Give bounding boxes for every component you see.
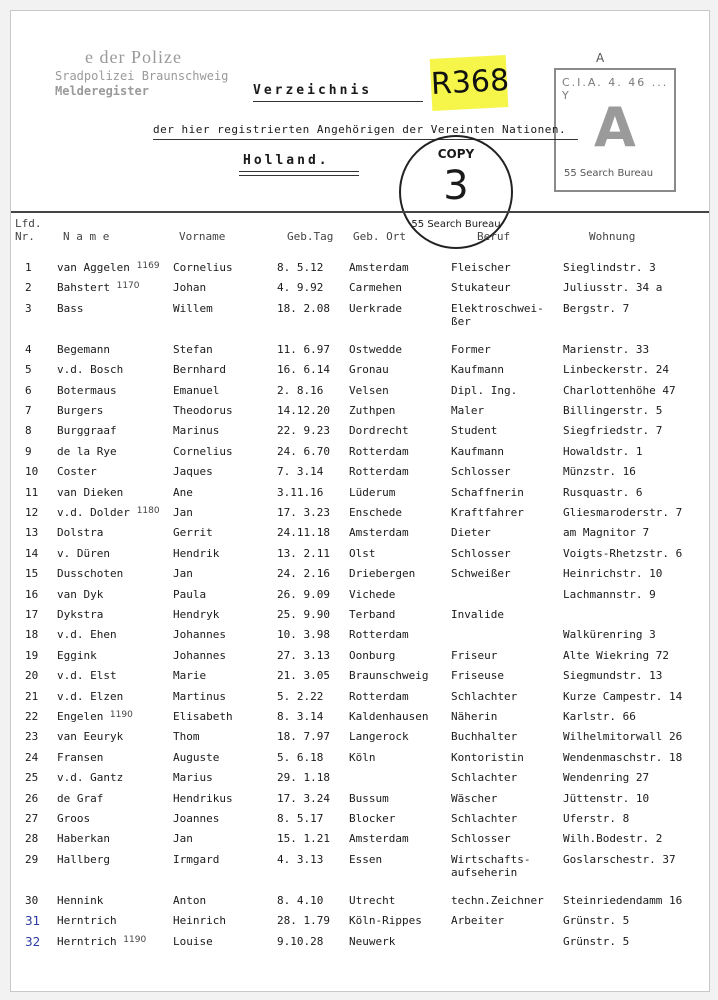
row-wohnung: Juliusstr. 34 a [563,281,663,295]
row-beruf: Schlosser [451,832,511,846]
row-name: van Eeuryk [57,730,124,744]
copy-stamp-label: COPY [437,147,475,161]
row-wohnung: Lachmannstr. 9 [563,587,656,601]
document-title: Verzeichnis [253,83,373,98]
row-beruf: Invalide [451,608,504,621]
row-vorname: Martinus [173,689,226,703]
row-beruf: Friseuse [451,669,504,683]
row-vorname: Heinrich [173,914,226,928]
row-vorname: Cornelius [173,261,233,274]
row-geb-ort: Gronau [349,363,389,377]
row-name: van Dieken [57,485,124,499]
header-wohnung: Wohnung [589,230,636,243]
row-number: 5 [25,363,32,377]
table-row [11,649,709,668]
table-row [11,914,709,933]
row-geb-tag: 8. 5.12 [277,261,324,274]
row-geb-tag: 8. 4.10 [277,893,324,907]
letterhead [55,47,255,98]
row-vorname: Anton [173,893,207,907]
row-beruf: Schlachter [451,771,518,785]
row-geb-tag: 14.12.20 [277,404,330,417]
row-beruf: Stukateur [451,281,511,295]
table-row [11,730,709,749]
row-number: 13 [25,526,39,540]
table-row [11,669,709,688]
row-name: Dolstra [57,526,104,540]
row-vorname: Ane [173,485,193,499]
row-name: Herntrich [57,914,117,928]
row-vorname: Jan [173,832,193,846]
table-row [11,628,709,647]
row-handwritten-note: 1170 [116,281,140,292]
row-geb-ort: Kaldenhausen [349,710,429,723]
row-beruf: Schlosser [451,465,511,479]
row-number: 4 [25,342,32,356]
table-row [11,832,709,851]
row-beruf: Student [451,424,498,438]
row-vorname: Irmgard [173,852,220,866]
letterhead-line-3: Melderegister [55,84,149,98]
row-number: 12 [25,506,39,519]
table-row [11,384,709,403]
row-geb-ort: Blocker [349,812,396,825]
row-geb-ort: Amsterdam [349,526,409,540]
table-row [11,281,709,300]
row-geb-tag: 16. 6.14 [277,363,330,377]
row-geb-ort: Rotterdam [349,444,409,458]
table-row [11,363,709,382]
row-name: Dykstra [57,608,104,621]
row-name: v.d. Elzen [57,689,124,703]
row-beruf: Elektroschwei- [451,301,544,315]
table-row [11,812,709,831]
row-name: Coster [57,465,97,479]
stamp-letter: A [594,96,636,159]
row-vorname: Willem [173,301,213,315]
row-name: Hennink [57,893,104,907]
row-geb-ort: Vichede [349,587,396,601]
row-number: 20 [25,669,39,683]
row-beruf: Wirtschafts- [451,852,531,866]
row-geb-ort: Rotterdam [349,689,409,703]
row-number: 23 [25,730,39,744]
row-vorname: Cornelius [173,444,233,458]
row-name: Eggink [57,648,97,662]
row-vorname: Louise [173,934,213,948]
row-vorname: Jan [173,506,193,519]
row-number: 32 [25,934,41,949]
table-row [11,771,709,790]
row-geb-tag: 28. 1.79 [277,914,330,928]
row-vorname: Hendrik [173,546,220,560]
row-name: v.d. Dolder [57,506,130,519]
row-number: 22 [25,710,39,723]
table-row [11,261,709,280]
row-beruf: Dieter [451,526,491,540]
row-number: 17 [25,608,39,621]
row-geb-tag: 22. 9.23 [277,424,330,438]
row-wohnung: am Magnitor 7 [563,526,650,540]
row-name: v. Düren [57,546,110,560]
row-geb-tag: 9.10.28 [277,934,324,948]
table-row [11,852,709,879]
row-geb-tag: 10. 3.98 [277,628,330,642]
row-name: v.d. Ehen [57,628,117,642]
row-geb-tag: 5. 6.18 [277,750,324,764]
header-rule [11,211,709,213]
row-geb-ort: Ostwedde [349,342,402,356]
row-geb-ort: Utrecht [349,893,396,907]
table-row [11,445,709,464]
table-row [11,792,709,811]
reference-label: R368 [430,55,509,111]
row-number: 18 [25,628,39,642]
row-beruf: Schweißer [451,567,511,581]
row-beruf: Näherin [451,710,498,723]
row-number: 29 [25,852,39,866]
row-handwritten-note: 1180 [136,506,160,516]
row-geb-tag: 3.11.16 [277,485,324,499]
row-geb-tag: 25. 9.90 [277,608,330,621]
row-beruf: Kaufmann [451,363,504,377]
row-beruf-continued: aufseherin [451,865,518,879]
row-name: v.d. Gantz [57,771,124,785]
row-vorname: Paula [173,587,207,601]
row-geb-tag: 26. 9.09 [277,587,330,601]
row-wohnung: Uferstr. 8 [563,812,630,825]
row-name: Haberkan [57,832,110,846]
row-wohnung: Billingerstr. 5 [563,404,663,417]
table-row [11,301,709,328]
title-underline [253,101,423,102]
header-geb-ort: Geb. Ort [353,230,406,243]
row-geb-ort: Olst [349,546,376,560]
table-row [11,465,709,484]
country-underline-2 [239,175,359,176]
row-wohnung: Wendenmaschstr. 18 [563,750,683,764]
row-geb-tag: 17. 3.24 [277,791,330,805]
row-beruf: Former [451,342,491,356]
row-number: 2 [25,281,32,295]
row-wohnung: Jüttenstr. 10 [563,791,650,805]
row-beruf: Kraftfahrer [451,506,524,519]
row-geb-tag: 21. 3.05 [277,669,330,683]
row-geb-ort: Langerock [349,730,409,744]
table-row [11,526,709,545]
row-name: van Aggelen [57,261,130,274]
row-geb-ort: Rotterdam [349,628,409,642]
row-number: 1 [25,261,32,274]
row-vorname: Thom [173,730,200,744]
row-wohnung: Goslarschestr. 37 [563,852,676,866]
row-geb-ort: Amsterdam [349,832,409,846]
row-vorname: Marius [173,771,213,785]
row-vorname: Hendryk [173,608,220,621]
row-number: 9 [25,444,32,458]
row-vorname: Theodorus [173,404,233,417]
row-vorname: Elisabeth [173,710,233,723]
header-lfd: Lfd. [15,217,42,230]
letterhead-line-1: e der Polize [85,47,182,67]
row-geb-ort: Driebergen [349,567,416,581]
row-wohnung: Siegfriedstr. 7 [563,424,663,438]
row-geb-ort: Neuwerk [349,934,396,948]
row-number: 14 [25,546,39,560]
table-row [11,588,709,607]
row-geb-tag: 24. 6.70 [277,444,330,458]
document-subtitle: der hier registrierten Angehörigen der Vereinten Nationen. [153,123,567,136]
row-geb-tag: 2. 8.16 [277,383,324,397]
stamp-date: C.I.A. 4. 46 ... Y [562,76,669,102]
subtitle-underline [153,139,578,140]
row-wohnung: Voigts-Rhetzstr. 6 [563,546,683,560]
row-beruf: Dipl. Ing. [451,383,518,397]
letterhead-line-2: Sradpolizei Braunschweig [55,69,229,83]
row-geb-ort: Zuthpen [349,404,396,417]
row-number: 21 [25,689,39,703]
row-number: 25 [25,771,39,785]
row-beruf: techn.Zeichner [451,893,544,907]
row-name: Bahstert [57,281,110,295]
row-geb-ort: Oonburg [349,648,396,662]
row-geb-ort: Essen [349,852,383,866]
row-vorname: Gerrit [173,526,213,540]
table-row [11,690,709,709]
row-wohnung: Linbeckerstr. 24 [563,363,669,377]
row-geb-tag: 4. 3.13 [277,852,324,866]
row-vorname: Emanuel [173,383,220,397]
row-geb-ort: Amsterdam [349,261,409,274]
row-name: Burggraaf [57,424,117,438]
row-geb-tag: 7. 3.14 [277,465,324,479]
row-geb-tag: 4. 9.92 [277,281,324,295]
stamp-corner-letter: A [596,51,605,65]
row-beruf: Friseur [451,648,498,662]
table-row [11,894,709,913]
row-beruf: Schlachter [451,812,518,825]
row-vorname: Bernhard [173,363,226,377]
table-row [11,404,709,423]
row-beruf: Maler [451,404,485,417]
row-beruf: Kaufmann [451,444,504,458]
row-number: 31 [25,914,41,929]
row-geb-ort: Enschede [349,506,402,519]
row-beruf: Arbeiter [451,914,504,928]
row-beruf: Schlachter [451,689,518,703]
row-wohnung: Gliesmaroderstr. 7 [563,506,683,519]
row-geb-ort: Braunschweig [349,669,429,683]
row-wohnung: Kurze Campestr. 14 [563,689,683,703]
search-bureau-stamp [554,68,676,192]
table-row [11,567,709,586]
row-name: Groos [57,812,91,825]
row-wohnung: Grünstr. 5 [563,914,630,928]
row-geb-ort: Uerkrade [349,301,402,315]
row-geb-tag: 5. 2.22 [277,689,324,703]
row-vorname: Stefan [173,342,213,356]
row-wohnung: Bergstr. 7 [563,301,630,315]
row-geb-tag: 8. 3.14 [277,710,324,723]
row-wohnung: Münzstr. 16 [563,465,636,479]
table-row [11,751,709,770]
row-beruf: Wäscher [451,791,498,805]
row-name: van Dyk [57,587,104,601]
row-wohnung: Grünstr. 5 [563,934,630,948]
header-nr: Nr. [15,230,35,243]
row-geb-tag: 17. 3.23 [277,506,330,519]
row-wohnung: Walkürenring 3 [563,628,656,642]
copy-stamp-bureau: 55 Search Bureau [411,219,501,230]
table-row [11,506,709,525]
row-beruf: Fleischer [451,261,511,274]
table-row [11,424,709,443]
row-vorname: Johannes [173,648,226,662]
row-wohnung: Wendenring 27 [563,771,650,785]
row-wohnung: Howaldstr. 1 [563,444,643,458]
row-wohnung: Siegmundstr. 13 [563,669,663,683]
row-vorname: Jan [173,567,193,581]
row-number: 24 [25,750,39,764]
row-vorname: Marie [173,669,207,683]
row-wohnung: Steinriedendamm 16 [563,893,683,907]
row-number: 30 [25,893,39,907]
row-vorname: Marinus [173,424,220,438]
row-geb-ort: Dordrecht [349,424,409,438]
row-name: Botermaus [57,383,117,397]
row-wohnung: Wilh.Bodestr. 2 [563,832,663,846]
row-wohnung: Alte Wiekring 72 [563,648,669,662]
row-vorname: Auguste [173,750,220,764]
row-handwritten-note: 1169 [136,261,160,271]
country-underline [239,171,359,172]
row-geb-ort: Terband [349,608,396,621]
row-vorname: Hendrikus [173,791,233,805]
row-geb-tag: 8. 5.17 [277,812,324,825]
row-wohnung: Karlstr. 66 [563,710,636,723]
row-geb-ort: Velsen [349,383,389,397]
table-row [11,935,709,954]
row-geb-ort: Bussum [349,791,389,805]
row-name: Burgers [57,404,104,417]
row-vorname: Johannes [173,628,226,642]
row-name: Engelen [57,710,104,723]
row-geb-ort: Köln [349,750,376,764]
row-geb-tag: 24. 2.16 [277,567,330,581]
row-handwritten-note: 1190 [123,934,147,945]
row-number: 19 [25,648,39,662]
row-name: de Graf [57,791,104,805]
row-beruf: Kontoristin [451,750,524,764]
row-name: Dusschoten [57,567,124,581]
row-number: 7 [25,404,32,417]
row-beruf: Buchhalter [451,730,518,744]
table-row [11,343,709,362]
row-name: v.d. Elst [57,669,117,683]
row-geb-tag: 13. 2.11 [277,546,330,560]
row-wohnung: Marienstr. 33 [563,342,650,356]
row-name: Bass [57,301,84,315]
row-number: 3 [25,301,32,315]
row-geb-ort: Lüderum [349,485,396,499]
row-geb-tag: 18. 2.08 [277,301,330,315]
table-row [11,608,709,627]
row-handwritten-note: 1190 [109,710,133,720]
document-page [10,10,710,992]
row-number: 28 [25,832,39,846]
row-number: 16 [25,587,39,601]
row-number: 26 [25,791,39,805]
row-number: 11 [25,485,39,499]
row-name: Fransen [57,750,104,764]
row-geb-tag: 15. 1.21 [277,832,330,846]
row-geb-ort: Rotterdam [349,465,409,479]
row-geb-tag: 27. 3.13 [277,648,330,662]
row-name: Herntrich [57,934,117,948]
row-geb-ort: Köln-Rippes [349,914,422,928]
table-row [11,486,709,505]
header-beruf: Beruf [477,230,511,243]
header-geb-tag: Geb.Tag [287,230,334,243]
row-name: v.d. Bosch [57,363,124,377]
row-beruf: Schaffnerin [451,485,524,499]
row-name: Hallberg [57,852,110,866]
row-number: 15 [25,567,39,581]
header-vorname: Vorname [179,230,226,243]
row-geb-ort: Carmehen [349,281,402,295]
row-wohnung: Heinrichstr. 10 [563,567,663,581]
row-geb-tag: 18. 7.97 [277,730,330,744]
row-vorname: Johan [173,281,207,295]
row-vorname: Jaques [173,465,213,479]
country-heading: Holland. [243,153,330,168]
row-geb-tag: 24.11.18 [277,526,330,540]
row-number: 10 [25,465,39,479]
row-wohnung: Wilhelmitorwall 26 [563,730,683,744]
row-name: Begemann [57,342,110,356]
stamp-bureau: 55 Search Bureau [564,168,654,179]
row-wohnung: Rusquastr. 6 [563,485,643,499]
row-geb-tag: 11. 6.97 [277,342,330,356]
row-number: 8 [25,424,32,438]
row-beruf: Schlosser [451,546,511,560]
row-number: 6 [25,383,32,397]
row-wohnung: Sieglindstr. 3 [563,261,656,274]
row-number: 27 [25,812,39,825]
table-row [11,547,709,566]
copy-stamp-number: 3 [443,163,469,209]
row-beruf-continued: ßer [451,314,471,328]
header-name: N a m e [63,230,110,243]
row-vorname: Joannes [173,812,220,825]
row-geb-tag: 29. 1.18 [277,771,330,785]
table-row [11,710,709,729]
row-name: de la Rye [57,444,117,458]
row-wohnung: Charlottenhöhe 47 [563,383,676,397]
